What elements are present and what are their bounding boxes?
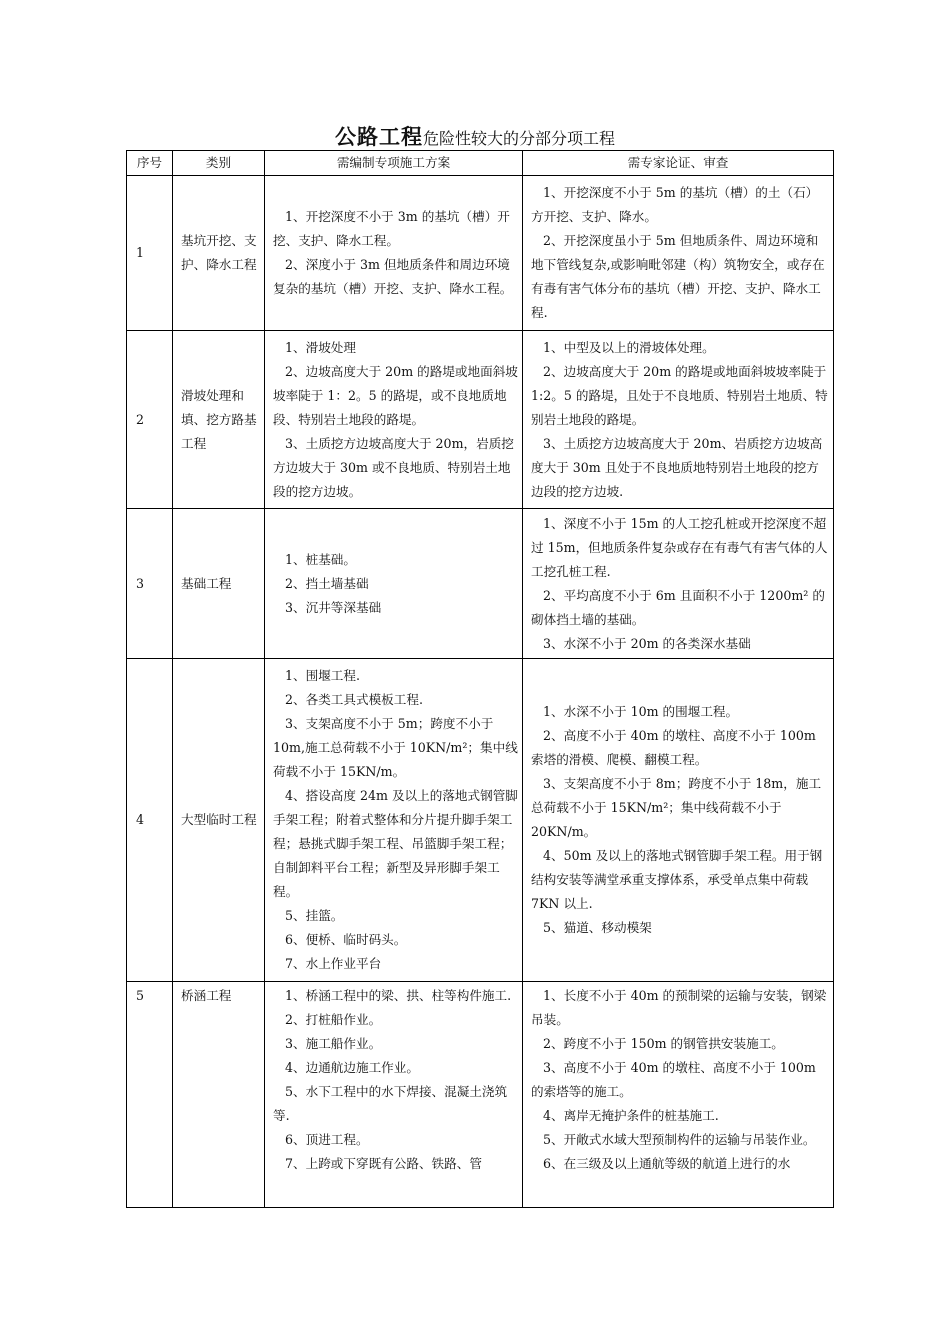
plan-item: 3、支架高度不小于 5m；跨度不小于 10m,施工总荷载不小于 10KN/m²；集中线荷载不小于 15KN/m。 (273, 716, 518, 779)
row-category: 滑坡处理和填、挖方路基工程 (173, 331, 265, 509)
review-item: 4、离岸无掩护条件的桩基施工. (543, 1108, 719, 1123)
plan-item: 5、水下工程中的水下焊接、混凝土浇筑等. (273, 1084, 508, 1123)
header-plan: 需编制专项施工方案 (265, 151, 523, 176)
row-no: 2 (127, 331, 173, 509)
row-no: 5 (127, 982, 173, 1208)
row-plan (265, 982, 523, 1208)
plan-item: 6、便桥、临时码头。 (285, 932, 407, 947)
review-item: 3、高度不小于 40m 的墩柱、高度不小于 100m 的索塔等的施工。 (531, 1060, 816, 1099)
review-item: 6、在三级及以上通航等级的航道上进行的水 (543, 1156, 791, 1171)
header-category: 类别 (173, 151, 265, 176)
plan-item: 1、滑坡处理 (285, 339, 356, 355)
row-plan (265, 331, 523, 509)
plan-item: 3、土质挖方边坡高度大于 20m，岩质挖方边坡大于 30m 或不良地质、特别岩土地段的挖方边坡。 (273, 435, 514, 499)
review-item: 1、开挖深度不小于 5m 的基坑（槽）的土（石）方开挖、支护、降水。 (531, 185, 819, 224)
row-review (523, 659, 834, 982)
table-row (127, 659, 834, 982)
row-category: 桥涵工程 (173, 982, 265, 1208)
plan-item: 1、桩基础。 (285, 551, 356, 567)
table-header-row (127, 151, 834, 176)
row-review (523, 509, 834, 659)
row-no: 4 (127, 659, 173, 982)
review-item: 1、中型及以上的滑坡体处理。 (543, 339, 715, 355)
table-row (127, 509, 834, 659)
hazard-table (126, 150, 834, 1208)
plan-item: 2、边坡高度大于 20m 的路堤或地面斜坡坡率陡于 1：2。5 的路堤，或不良地质地段、特别岩土地段的路堤。 (273, 363, 518, 427)
review-item: 5、猫道、移动模架 (543, 920, 652, 935)
plan-item: 3、沉井等深基础 (285, 599, 382, 615)
row-review (523, 331, 834, 509)
review-item: 1、深度不小于 15m 的人工挖孔桩或开挖深度不超过 15m，但地质条件复杂或存在有毒气有害气体的人工挖孔桩工程. (531, 515, 828, 579)
plan-item: 7、上跨或下穿既有公路、铁路、管 (285, 1156, 482, 1171)
title-sub: 危险性较大的分部分项工程 (422, 129, 615, 148)
plan-item: 2、打桩船作业。 (285, 1012, 382, 1027)
review-item: 1、水深不小于 10m 的围堰工程。 (543, 704, 739, 719)
plan-item: 2、深度小于 3m 但地质条件和周边环境复杂的基坑（槽）开挖、支护、降水工程。 (273, 257, 513, 296)
plan-item: 2、各类工具式模板工程. (285, 692, 423, 707)
row-review (523, 176, 834, 331)
row-no: 1 (127, 176, 173, 331)
plan-item: 6、顶进工程。 (285, 1132, 369, 1147)
table-row (127, 331, 834, 509)
header-no: 序号 (127, 151, 173, 176)
plan-item: 1、开挖深度不小于 3m 的基坑（槽）开挖、支护、降水工程。 (273, 209, 510, 248)
review-item: 5、开敞式水域大型预制构件的运输与吊装作业。 (543, 1132, 816, 1147)
plan-item: 1、桥涵工程中的梁、拱、柱等构件施工. (285, 988, 512, 1003)
plan-item: 7、水上作业平台 (285, 956, 382, 971)
row-review (523, 982, 834, 1208)
review-item: 3、支架高度不小于 8m；跨度不小于 18m，施工总荷载不小于 15KN/m²；集中线荷载不小于 20KN/m。 (531, 776, 822, 839)
review-item: 2、边坡高度大于 20m 的路堤或地面斜坡坡率陡于 1:2。5 的路堤，且处于不良地质、特别岩土地质、特别岩土地段的路堤。 (531, 363, 828, 427)
review-item: 1、长度不小于 40m 的预制梁的运输与安装，钢梁吊装。 (531, 988, 827, 1027)
review-item: 2、高度不小于 40m 的墩柱、高度不小于 100m 索塔的滑模、爬模、翻模工程。 (531, 728, 816, 767)
plan-item: 1、围堰工程. (285, 668, 360, 683)
review-item: 2、开挖深度虽小于 5m 但地质条件、周边环境和地下管线复杂,或影响毗邻建（构）筑物安全，或存在有毒有害气体分布的基坑（槽）开挖、支护、降水工程. (531, 233, 825, 320)
row-category: 基础工程 (173, 509, 265, 659)
header-review: 需专家论证、审查 (523, 151, 834, 176)
review-item: 2、跨度不小于 150m 的钢管拱安装施工。 (543, 1036, 784, 1051)
title-main: 公路工程 (334, 125, 423, 149)
plan-item: 5、挂篮。 (285, 908, 344, 923)
table-row (127, 176, 834, 331)
row-category: 基坑开挖、支护、降水工程 (173, 176, 265, 331)
plan-item: 3、施工船作业。 (285, 1036, 382, 1051)
table-row (127, 982, 834, 1208)
row-plan (265, 659, 523, 982)
row-plan (265, 176, 523, 331)
review-item: 3、水深不小于 20m 的各类深水基础 (543, 635, 751, 651)
row-plan (265, 509, 523, 659)
review-item: 2、平均高度不小于 6m 且面积不小于 1200m² 的砌体挡土墙的基础。 (531, 587, 825, 627)
plan-item: 4、边通航边施工作业。 (285, 1060, 419, 1075)
review-item: 3、土质挖方边坡高度大于 20m、岩质挖方边坡高度大于 30m 且处于不良地质地特别岩土地段的挖方边段的挖方边坡. (531, 435, 823, 499)
row-category: 大型临时工程 (173, 659, 265, 982)
review-item: 4、50m 及以上的落地式钢管脚手架工程。用于钢结构安装等满堂承重支撑体系，承受单点集中荷载 7KN 以上. (531, 848, 823, 911)
plan-item: 4、搭设高度 24m 及以上的落地式钢管脚手架工程；附着式整体和分片提升脚手架工程；悬挑式脚手架工程、吊篮脚手架工程；自制卸料平台工程；新型及异形脚手架工程。 (273, 788, 518, 899)
row-no: 3 (127, 509, 173, 659)
plan-item: 2、挡土墙基础 (285, 575, 369, 591)
